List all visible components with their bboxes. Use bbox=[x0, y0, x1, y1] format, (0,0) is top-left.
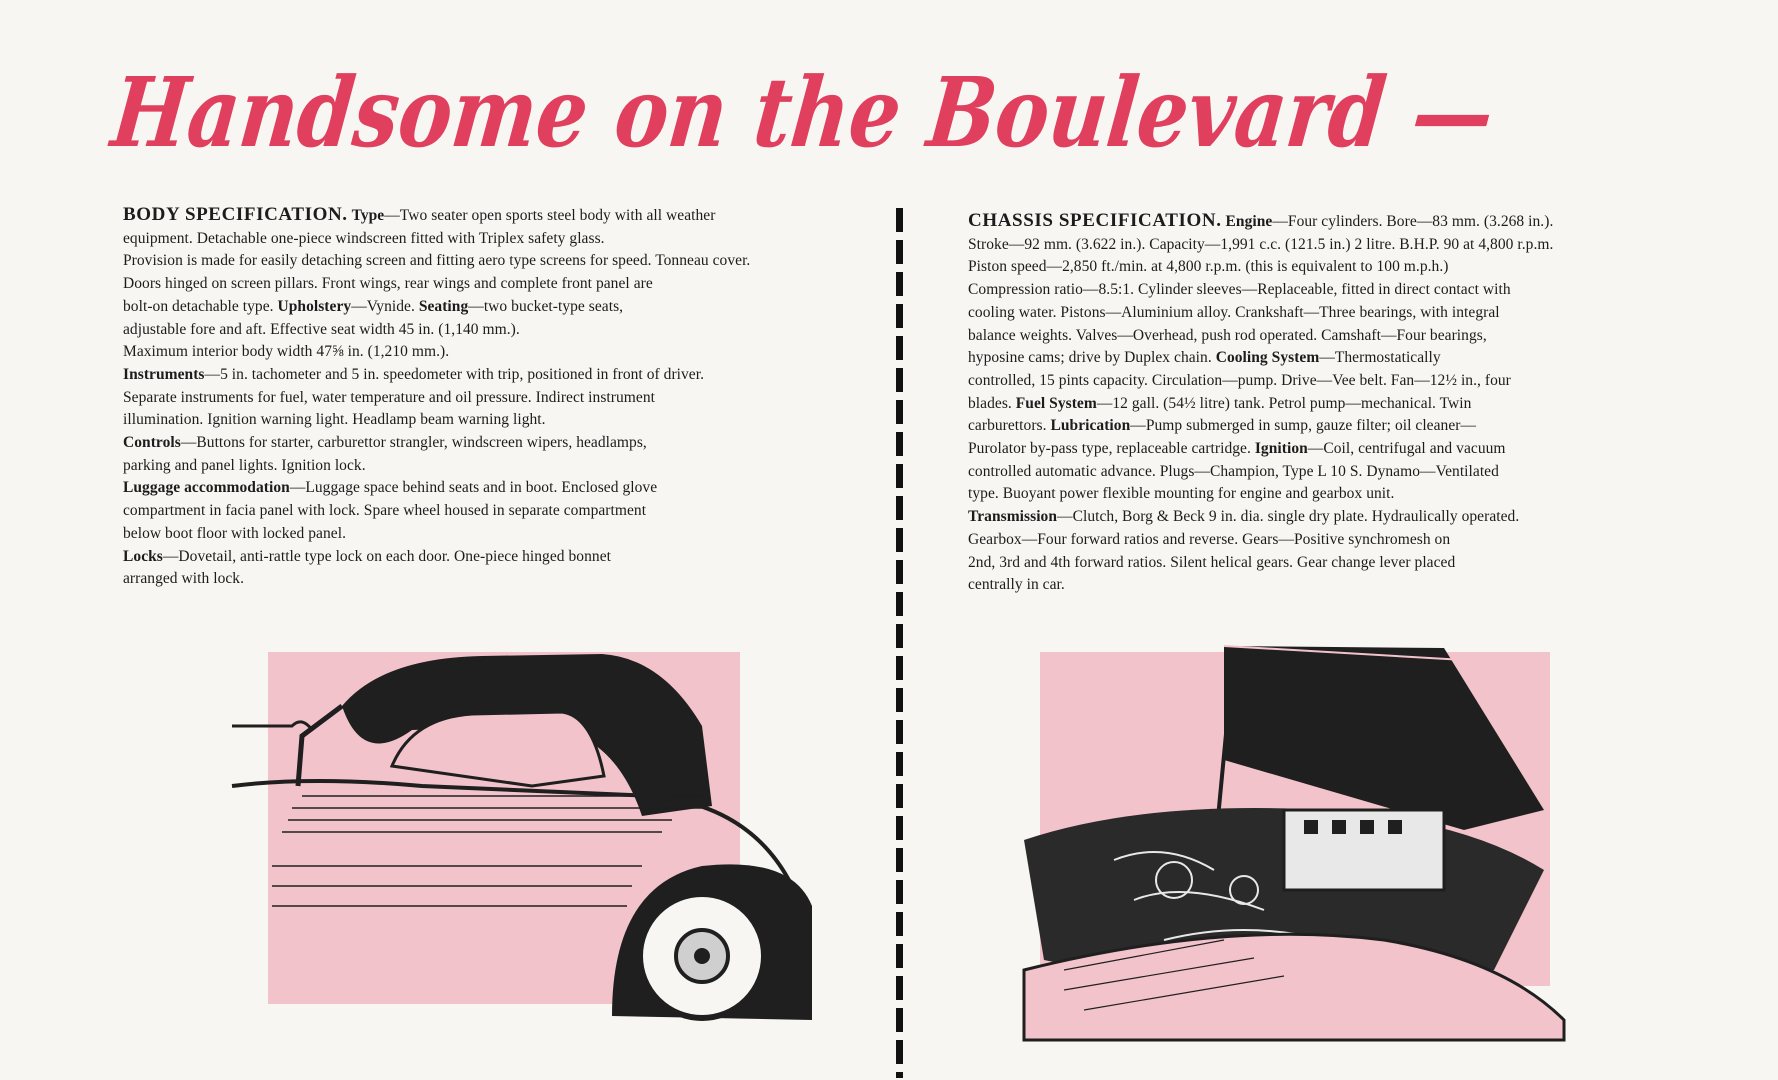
body-spec-line bbox=[123, 250, 903, 273]
chassis-spec-label: Transmission bbox=[968, 508, 1058, 526]
body-spec-label: Type bbox=[351, 207, 385, 224]
chassis-spec-line bbox=[968, 370, 1758, 393]
body-spec-text: compartment in facia panel with lock. Spare wheel housed in separate compartment bbox=[123, 502, 647, 520]
body-spec-line bbox=[123, 455, 903, 478]
headline bbox=[106, 44, 1776, 184]
chassis-spec-label: Engine bbox=[1225, 213, 1273, 230]
chassis-spec-text: 2nd, 3rd and 4th forward ratios. Silent helical gears. Gear change lever placed bbox=[968, 553, 1456, 571]
car-hardtop-illustration bbox=[232, 646, 812, 1020]
chassis-spec-text: Stroke—92 mm. (3.622 in.). Capacity—1,991 c.c. (121.5 in.) 2 litre. B.H.P. 90 at 4,800 r.p.m. bbox=[968, 235, 1554, 253]
chassis-spec-text: blades. bbox=[968, 394, 1016, 412]
chassis-spec-line bbox=[968, 393, 1758, 416]
chassis-spec-text: Gearbox—Four forward ratios and reverse. Gears—Positive synchromesh on bbox=[968, 530, 1451, 548]
body-spec-text: Maximum interior body width 47⅝ in. (1,210 mm.). bbox=[123, 343, 450, 361]
body-spec-line bbox=[123, 409, 903, 432]
body-spec-line bbox=[123, 228, 903, 251]
chassis-spec-text: —Clutch, Borg & Beck 9 in. dia. single dry plate. Hydraulically operated. bbox=[1057, 508, 1520, 526]
chassis-spec-text: —12 gall. (54½ litre) tank. Petrol pump—mechanical. Twin bbox=[1096, 394, 1472, 412]
body-spec-label: Controls bbox=[123, 434, 181, 452]
chassis-spec-text: carburettors. bbox=[968, 417, 1051, 435]
engine-bay-illustration bbox=[1024, 640, 1564, 1040]
chassis-spec-line bbox=[968, 483, 1758, 506]
chassis-spec-label: Lubrication bbox=[1050, 417, 1131, 435]
body-spec-label: Instruments bbox=[123, 365, 205, 383]
body-spec-line bbox=[123, 273, 903, 296]
body-spec-line bbox=[123, 387, 903, 410]
body-spec-text: adjustable fore and aft. Effective seat width 45 in. (1,140 mm.). bbox=[123, 320, 520, 338]
chassis-spec-line bbox=[968, 438, 1758, 461]
headline-graphic bbox=[106, 44, 1776, 184]
chassis-spec-label: Fuel System bbox=[1015, 394, 1097, 412]
body-spec-text: Doors hinged on screen pillars. Front wings, rear wings and complete front panel are bbox=[123, 275, 653, 293]
chassis-spec-text: —Thermostatically bbox=[1319, 349, 1441, 367]
body-spec-text: —5 in. tachometer and 5 in. speedometer with trip, positioned in front of driver. bbox=[204, 365, 705, 383]
body-spec-line bbox=[123, 477, 903, 500]
chassis-spec-text: —Pump submerged in sump, gauze filter; oil cleaner— bbox=[1130, 417, 1477, 435]
body-spec-text: arranged with lock. bbox=[123, 570, 245, 588]
chassis-spec-text: controlled, 15 pints capacity. Circulation—pump. Drive—Vee belt. Fan—12½ in., four bbox=[968, 371, 1511, 389]
body-spec-line bbox=[123, 204, 903, 228]
chassis-spec-text: controlled automatic advance. Plugs—Champion, Type L 10 S. Dynamo—Ventilated bbox=[968, 462, 1499, 480]
body-spec-line bbox=[123, 568, 903, 591]
chassis-specification bbox=[968, 210, 1758, 597]
chassis-spec-line bbox=[968, 415, 1758, 438]
body-spec-label: Seating bbox=[418, 297, 469, 315]
headline-text: Handsome on the Boulevard — bbox=[106, 56, 1776, 169]
chassis-spec-text: —Coil, centrifugal and vacuum bbox=[1307, 440, 1506, 458]
body-spec-text: Separate instruments for fuel, water temperature and oil pressure. Indirect instrument bbox=[123, 388, 655, 406]
chassis-spec-line bbox=[968, 234, 1758, 257]
body-spec-text: —Dovetail, anti-rattle type lock on each door. One-piece hinged bonnet bbox=[162, 547, 611, 565]
chassis-spec-text: balance weights. Valves—Overhead, push rod operated. Camshaft—Four bearings, bbox=[968, 326, 1487, 344]
body-spec-line bbox=[123, 319, 903, 342]
body-spec-text: —Two seater open sports steel body with all weather bbox=[384, 207, 716, 224]
chassis-spec-heading: CHASSIS SPECIFICATION. bbox=[968, 210, 1222, 231]
chassis-spec-text: hyposine cams; drive by Duplex chain. bbox=[968, 349, 1216, 367]
body-spec-text: bolt-on detachable type. bbox=[123, 297, 278, 315]
chassis-spec-text: type. Buoyant power flexible mounting for engine and gearbox unit. bbox=[968, 485, 1395, 503]
body-spec-text: —two bucket-type seats, bbox=[468, 297, 624, 315]
chassis-spec-line bbox=[968, 529, 1758, 552]
chassis-spec-text: cooling water. Pistons—Aluminium alloy. Crankshaft—Three bearings, with integral bbox=[968, 303, 1500, 321]
chassis-spec-line bbox=[968, 279, 1758, 302]
body-spec-heading: BODY SPECIFICATION. bbox=[123, 204, 348, 225]
chassis-spec-text: centrally in car. bbox=[968, 576, 1065, 594]
body-spec-line bbox=[123, 500, 903, 523]
body-spec-text: illumination. Ignition warning light. Headlamp beam warning light. bbox=[123, 411, 546, 429]
body-spec-label: Luggage accommodation bbox=[123, 479, 290, 497]
body-spec-text: parking and panel lights. Ignition lock. bbox=[123, 456, 366, 474]
body-spec-line bbox=[123, 432, 903, 455]
chassis-spec-line bbox=[968, 256, 1758, 279]
body-spec-text: —Luggage space behind seats and in boot. Enclosed glove bbox=[289, 479, 658, 497]
chassis-spec-text: —Four cylinders. Bore—83 mm. (3.268 in.). bbox=[1272, 213, 1554, 230]
body-spec-line bbox=[123, 364, 903, 387]
chassis-spec-text: Piston speed—2,850 ft./min. at 4,800 r.p.m. (this is equivalent to 100 m.p.h.) bbox=[968, 258, 1449, 276]
body-specification bbox=[123, 204, 903, 591]
body-spec-text: equipment. Detachable one-piece windscreen fitted with Triplex safety glass. bbox=[123, 229, 605, 247]
body-spec-line bbox=[123, 546, 903, 569]
body-spec-text: —Vynide. bbox=[351, 297, 419, 315]
body-spec-text: Provision is made for easily detaching screen and fitting aero type screens for speed. Tonneau cover. bbox=[123, 252, 751, 270]
chassis-spec-line bbox=[968, 347, 1758, 370]
chassis-spec-line bbox=[968, 210, 1758, 234]
chassis-spec-line bbox=[968, 461, 1758, 484]
chassis-spec-line bbox=[968, 552, 1758, 575]
body-spec-text: below boot floor with locked panel. bbox=[123, 524, 347, 542]
column-divider bbox=[896, 208, 903, 1078]
body-spec-line bbox=[123, 296, 903, 319]
chassis-spec-line bbox=[968, 325, 1758, 348]
chassis-spec-label: Ignition bbox=[1254, 440, 1308, 458]
chassis-spec-text: Purolator by-pass type, replaceable cartridge. bbox=[968, 440, 1255, 458]
chassis-spec-label: Cooling System bbox=[1215, 349, 1320, 367]
chassis-spec-line bbox=[968, 574, 1758, 597]
chassis-spec-line bbox=[968, 506, 1758, 529]
body-spec-text: —Buttons for starter, carburettor strangler, windscreen wipers, headlamps, bbox=[180, 434, 647, 452]
chassis-spec-text: Compression ratio—8.5:1. Cylinder sleeves—Replaceable, fitted in direct contact with bbox=[968, 281, 1511, 299]
chassis-spec-line bbox=[968, 302, 1758, 325]
body-spec-label: Upholstery bbox=[277, 297, 352, 315]
body-spec-line bbox=[123, 523, 903, 546]
body-spec-label: Locks bbox=[123, 547, 163, 565]
body-spec-line bbox=[123, 341, 903, 364]
